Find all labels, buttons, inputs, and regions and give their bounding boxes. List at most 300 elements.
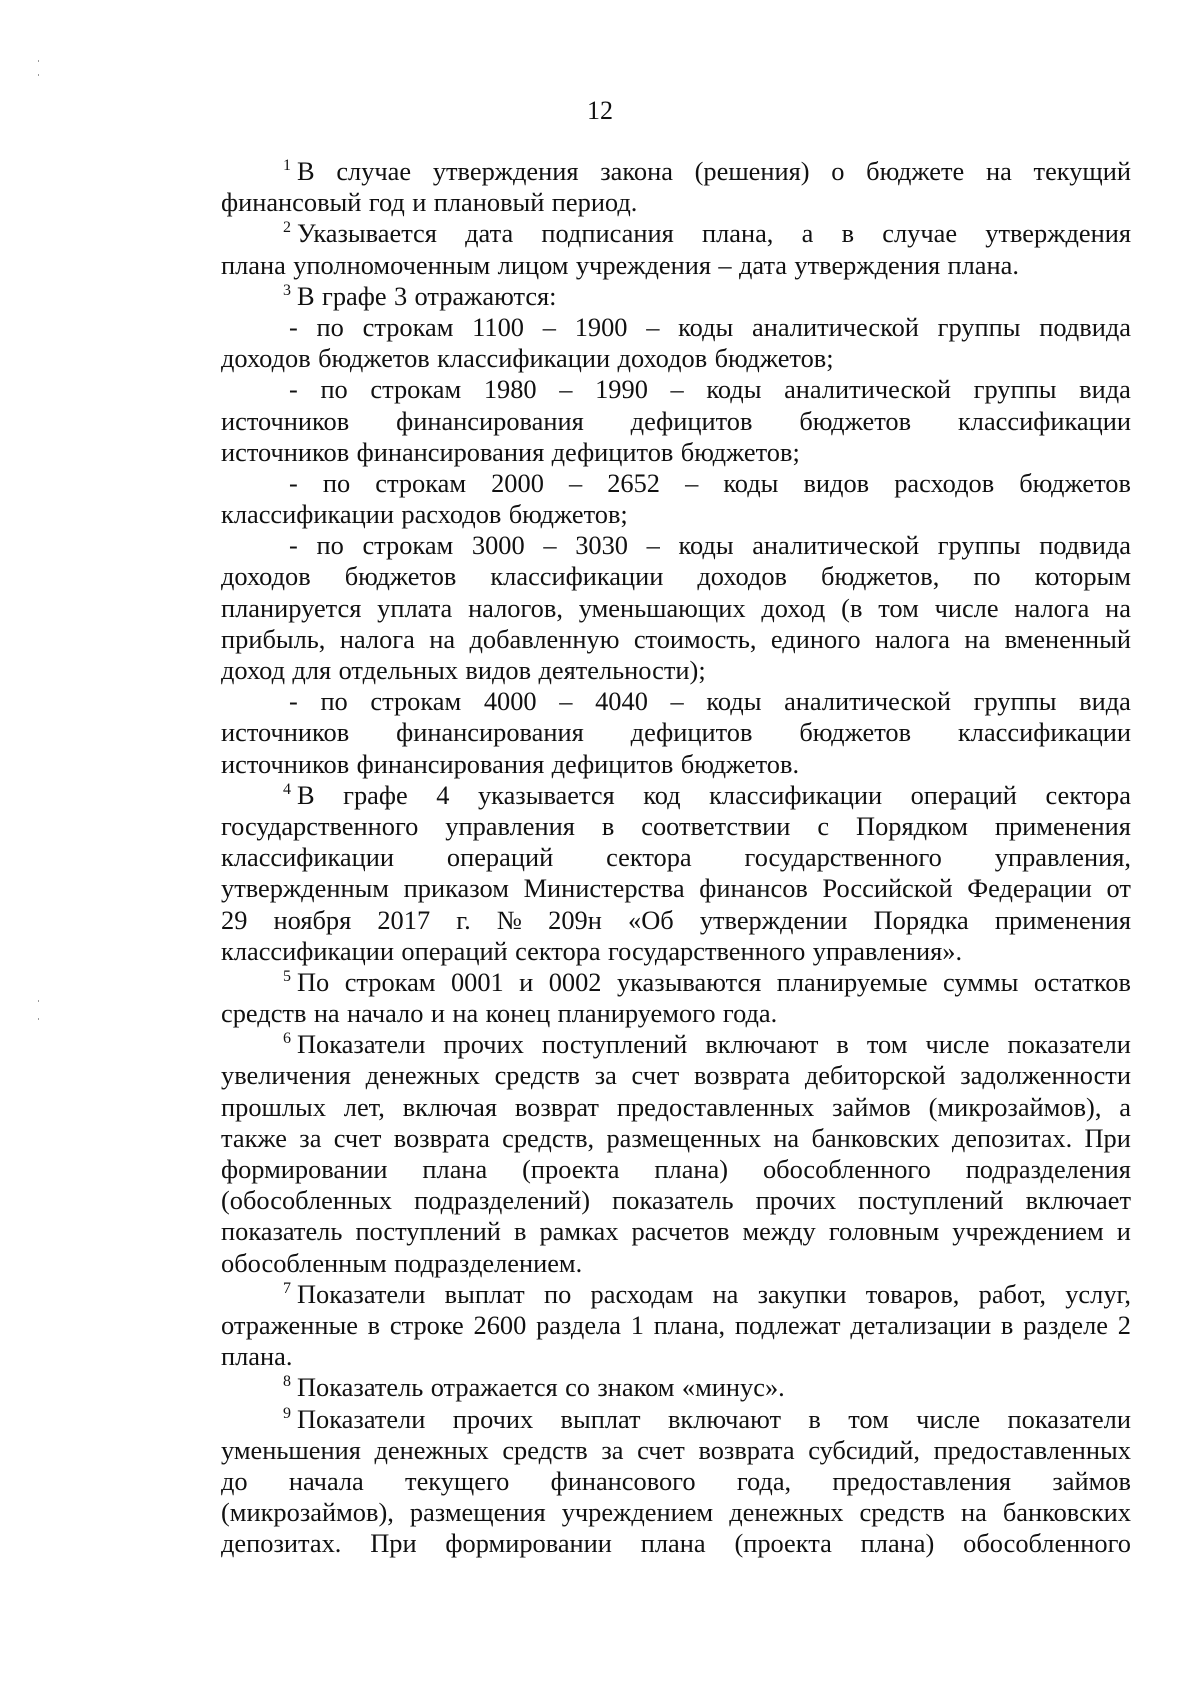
word: - (289, 311, 298, 342)
word: 209н (548, 904, 602, 935)
word: - (289, 530, 298, 561)
word: бюджетов (318, 343, 430, 374)
word: финансов (699, 873, 808, 904)
word: на (313, 998, 340, 1029)
word: планируется (221, 592, 362, 623)
word: прочих (452, 1403, 534, 1434)
text-line (221, 1029, 1131, 1060)
word: – (543, 530, 557, 561)
word: – (646, 311, 660, 342)
word: банковских (811, 1122, 940, 1153)
word: Федерации (967, 873, 1092, 904)
word: денежных (365, 1060, 480, 1091)
word: счет (333, 1122, 382, 1153)
word: случае (336, 156, 412, 186)
word: управления (445, 810, 575, 841)
word: период. (551, 187, 638, 218)
word: государственного (607, 935, 806, 966)
word: $^4$ В (283, 779, 315, 810)
word: лицом (497, 249, 569, 280)
word: рамках (539, 1216, 619, 1247)
word: налогов, (468, 592, 563, 623)
word: прибыль, (221, 623, 326, 654)
word: закона (600, 156, 673, 186)
word: утверждения (432, 156, 579, 186)
word: 3 (393, 280, 408, 311)
word: 4000 (483, 686, 537, 717)
word: классификации (957, 405, 1131, 436)
word: классификации (221, 842, 394, 873)
footnote-marker: 6 (283, 1030, 291, 1048)
word: налога (339, 623, 415, 654)
word: графе (322, 280, 387, 311)
word: за (299, 1122, 322, 1153)
word: отраженные (221, 1309, 358, 1340)
word: $^2$ Указывается (283, 218, 437, 249)
text-line (221, 281, 1131, 312)
word: коды (723, 467, 779, 498)
word: деятельности); (538, 655, 706, 685)
word: прочих (443, 1029, 524, 1060)
word: случае (882, 218, 958, 249)
word: 4 (436, 779, 450, 810)
word: а (801, 218, 814, 249)
word: видов (465, 655, 532, 685)
word: бюджетов. (680, 748, 800, 779)
word: прошлых (221, 1091, 326, 1122)
word: задолженности (960, 1060, 1131, 1091)
word: бюджетов (799, 717, 912, 748)
word: (микрозаймов), (221, 1497, 394, 1528)
word: ноября (273, 904, 352, 935)
word: знаком (597, 1372, 675, 1403)
word: графе (343, 779, 408, 810)
word: 3030 (575, 530, 628, 561)
text-line (221, 374, 1131, 405)
word: $^7$ Показатели (283, 1278, 426, 1309)
text-line (221, 468, 1131, 499)
word: дефицитов (630, 717, 753, 748)
word: на (964, 623, 991, 654)
word: – (542, 311, 556, 342)
word: за (594, 1060, 617, 1091)
word: источников (221, 405, 350, 436)
word: года, (736, 1465, 792, 1496)
word: 4040 (595, 686, 648, 717)
word: закупки (757, 1278, 847, 1309)
word: с (817, 810, 830, 841)
word: аналитической (784, 686, 951, 717)
word: группы (937, 311, 1021, 342)
word: на (712, 1278, 739, 1309)
word: депозитах. (221, 1528, 342, 1559)
word: дефицитов (630, 405, 753, 436)
text-line (221, 873, 1131, 904)
word: При (370, 1528, 417, 1559)
word: учреждением (952, 1216, 1104, 1247)
word: и (412, 187, 427, 218)
word: – (568, 467, 583, 498)
word: доходов (221, 561, 311, 592)
word: от (1106, 873, 1131, 904)
text-line (221, 717, 1131, 748)
word: налога (874, 623, 950, 654)
text-line (221, 1154, 1131, 1185)
word: счет (631, 1060, 680, 1091)
word: между (742, 1216, 816, 1247)
word: – (559, 374, 573, 405)
word: группы (937, 530, 1021, 561)
text-line (221, 842, 1131, 873)
word: строкам (362, 311, 454, 342)
word: расходов (894, 467, 995, 498)
word: возврата (693, 1060, 791, 1091)
word: товаров, (865, 1278, 960, 1309)
footnote-marker: 5 (283, 967, 291, 985)
text-line (221, 1092, 1131, 1123)
text-line (221, 655, 1131, 686)
word: в (601, 810, 615, 841)
word: указывается (477, 779, 615, 810)
word: года. (722, 998, 778, 1029)
word: подвида (1039, 530, 1131, 561)
text-line (221, 1279, 1131, 1310)
word: выплат (444, 1278, 525, 1309)
word: Министерства (523, 873, 685, 904)
scan-specks (38, 60, 42, 1060)
word: строке (389, 1309, 464, 1340)
word: – (646, 530, 660, 561)
word: в (836, 1029, 849, 1060)
word: средств (494, 1060, 580, 1091)
word: Порядка (873, 904, 969, 935)
word: строкам (344, 966, 436, 997)
text-line (221, 780, 1131, 811)
word: классификации (709, 779, 883, 810)
word: уполномоченным (293, 249, 491, 280)
text-line (221, 530, 1131, 561)
word: а (1119, 1091, 1131, 1122)
word: видов (803, 467, 870, 498)
word: дебиторской (804, 1060, 946, 1091)
word: Российской (822, 873, 953, 904)
word: размещения (409, 1497, 546, 1528)
word: банковских (1002, 1497, 1131, 1528)
word: по (320, 374, 348, 405)
word: суммы (943, 966, 1019, 997)
word: (проекта (734, 1528, 832, 1559)
word: плана, (653, 1309, 726, 1340)
word: утвержденным (221, 873, 389, 904)
word: в (1000, 1309, 1014, 1340)
word: по (322, 467, 351, 498)
word: – (670, 686, 684, 717)
word: источников (221, 717, 350, 748)
word: средств (859, 1497, 945, 1528)
word: плана (640, 1528, 706, 1559)
word: также (221, 1122, 287, 1153)
word: средств (502, 1434, 588, 1465)
word: 1990 (595, 374, 648, 405)
word: - (289, 686, 298, 717)
word: – (718, 249, 732, 280)
word: плана, (701, 218, 774, 249)
footnote-marker: 8 (283, 1373, 291, 1391)
word: 2 (1117, 1309, 1131, 1340)
word: вида (1079, 374, 1131, 405)
word: на (773, 1122, 800, 1153)
word: код (643, 779, 681, 810)
word: управления, (994, 842, 1131, 873)
word: аналитической (784, 374, 951, 405)
word: - (289, 374, 298, 405)
word: – (685, 467, 699, 498)
word: начала (288, 1465, 364, 1496)
word: $^9$ Показатели (283, 1403, 426, 1434)
word: стоимость, (633, 623, 757, 654)
word: подписания (541, 218, 674, 249)
word: группы (973, 686, 1057, 717)
word: работ, (978, 1278, 1046, 1309)
word: возврата (698, 1434, 795, 1465)
word: – (559, 686, 573, 717)
word: строкам (362, 530, 454, 561)
word: плана (221, 249, 286, 280)
word: расходов (401, 499, 502, 530)
word: показатели (1007, 1029, 1131, 1060)
footnote-marker: 1 (283, 157, 291, 174)
word: по (973, 561, 1001, 592)
word: утверждения (985, 218, 1131, 249)
word: бюджетов; (714, 343, 834, 374)
word: аналитической (752, 530, 920, 561)
word: группы (973, 374, 1057, 405)
word: (обособленных (221, 1185, 392, 1216)
word: операций (446, 842, 554, 873)
word: бюджетов; (508, 499, 628, 530)
word: вида (1079, 686, 1131, 717)
word: указываются (616, 966, 762, 997)
word: в (367, 1309, 381, 1340)
word: плана (422, 1154, 488, 1184)
word: утверждении (699, 904, 848, 935)
word: начало (347, 998, 424, 1029)
word: том (848, 1403, 889, 1434)
word: для (292, 655, 332, 685)
word: единого (770, 623, 861, 654)
word: до (221, 1465, 248, 1496)
word: на (1105, 592, 1131, 623)
word: приказом (403, 873, 509, 904)
text-line (221, 1466, 1131, 1497)
word: (проекта (522, 1154, 620, 1184)
word: услуг, (1065, 1278, 1131, 1309)
word: в (841, 218, 855, 249)
word: предоставленных (933, 1434, 1131, 1465)
word: поступлений (541, 1029, 688, 1060)
word: Порядком (856, 810, 968, 841)
word: планируемые (776, 966, 928, 997)
word: плана) (654, 1154, 729, 1184)
document-body (221, 156, 1131, 1559)
word: средств, (502, 1122, 595, 1153)
text-line (221, 967, 1131, 998)
word: на (452, 998, 479, 1029)
word: 1100 (472, 311, 524, 342)
word: обособленного (963, 1528, 1131, 1559)
text-line (221, 250, 1131, 281)
word: отражается (430, 1372, 558, 1403)
word: депозитах. (951, 1122, 1073, 1153)
word: уменьшающих (578, 592, 746, 623)
word: 0002 (548, 966, 602, 997)
word: дата (465, 218, 514, 249)
text-line (221, 1060, 1131, 1091)
footnote-marker: 3 (283, 281, 291, 299)
word: показатели (1007, 1403, 1131, 1434)
word: строкам (370, 686, 462, 717)
word: государственного (744, 842, 942, 873)
text-line (221, 624, 1131, 655)
word: доход (221, 655, 286, 685)
word: на (985, 156, 1012, 186)
word: размещенных (606, 1122, 762, 1153)
word: плана. (221, 1341, 293, 1372)
word: $^6$ Показатели (283, 1029, 426, 1060)
text-line (221, 1435, 1131, 1466)
word: раздела (536, 1309, 621, 1340)
word: источников (221, 748, 350, 779)
footnote-marker: 7 (283, 1279, 291, 1297)
word: займов (1052, 1465, 1131, 1496)
word: учреждения (575, 249, 711, 280)
text-line (221, 312, 1131, 343)
footnote-marker: 2 (283, 219, 291, 237)
word: классификации (957, 717, 1131, 748)
word: поступлений (355, 1216, 501, 1247)
word: 29 (221, 904, 248, 935)
word: по (316, 530, 344, 561)
word: 1980 (483, 374, 537, 405)
word: сектора (515, 935, 601, 966)
word: год (368, 187, 405, 218)
text-line (221, 406, 1131, 437)
word: г. (456, 904, 471, 935)
word: числе (934, 592, 999, 623)
word: расчетов (631, 1216, 730, 1247)
word: том (878, 592, 919, 623)
word: учреждением (561, 1497, 714, 1528)
word: 1900 (574, 311, 628, 342)
word: дефицитов (551, 748, 674, 779)
word: текущего (405, 1465, 510, 1496)
word: предоставления (832, 1465, 1012, 1496)
word: подразделений) (414, 1185, 591, 1216)
word: - (289, 467, 298, 498)
word: разделе (1023, 1309, 1108, 1340)
word: по (316, 311, 344, 342)
text-line (221, 499, 1131, 530)
word: плана. (947, 249, 1019, 280)
word: № (496, 904, 523, 935)
word: бюджетов; (680, 436, 800, 467)
word: показатель (221, 1216, 343, 1247)
word: по (543, 1278, 572, 1309)
word: текущий (1033, 156, 1131, 186)
word: за (601, 1434, 624, 1465)
word: 0001 (450, 966, 504, 997)
word: выплат (560, 1403, 641, 1434)
word: финансирования (396, 717, 584, 748)
word: бюджетов (344, 561, 457, 592)
word: в (513, 1216, 527, 1247)
text-line (221, 343, 1131, 374)
page-number: 12 (587, 96, 613, 125)
word: подвида (1039, 311, 1131, 342)
word: и (1116, 1216, 1131, 1247)
word: (микрозаймов), (928, 1091, 1102, 1122)
word: отражаются: (414, 280, 557, 311)
word: государственного (221, 810, 419, 841)
word: конец (485, 998, 551, 1029)
word: предоставленных (616, 1091, 815, 1122)
word: классификации (490, 561, 664, 592)
text-line (221, 1216, 1131, 1247)
word: финансирования (356, 748, 545, 779)
text-line (221, 1341, 1131, 1372)
word: возврата (393, 1122, 490, 1153)
word: обособленного (762, 1154, 931, 1184)
text-line (221, 1123, 1131, 1154)
word: 2017 (377, 904, 431, 935)
word: добавленную (469, 623, 620, 654)
word: доход (761, 592, 826, 623)
word: операций (401, 935, 508, 966)
footnote-marker: 9 (283, 1404, 291, 1422)
word: числе (925, 1029, 990, 1060)
word: включают (667, 1403, 782, 1434)
word: планируемого (557, 998, 716, 1029)
word: дефицитов (551, 436, 674, 467)
word: 2600 (473, 1309, 527, 1340)
word: на (960, 1497, 987, 1528)
text-line (221, 1497, 1131, 1528)
word: подлежат (734, 1309, 841, 1340)
word: $^3$ В (283, 280, 315, 311)
word: (в (841, 592, 863, 623)
word: коды (678, 530, 734, 561)
word: подразделением. (394, 1247, 583, 1278)
word: дата (738, 249, 788, 280)
word: 2652 (607, 467, 660, 498)
word: отдельных (338, 655, 458, 685)
word: формировании (445, 1528, 612, 1559)
word: и (430, 998, 445, 1029)
text-line (221, 437, 1131, 468)
word: бюджете (866, 156, 965, 186)
word: плановый (433, 187, 545, 218)
word: поступлений (858, 1185, 1004, 1216)
word: увеличения (221, 1060, 351, 1091)
word: коды (706, 686, 762, 717)
word: включает (1025, 1185, 1131, 1216)
word: плана) (860, 1528, 935, 1559)
word: – (670, 374, 684, 405)
text-line (221, 593, 1131, 624)
text-line (221, 187, 1131, 218)
word: применения (994, 904, 1131, 935)
word: возврат (514, 1091, 599, 1122)
